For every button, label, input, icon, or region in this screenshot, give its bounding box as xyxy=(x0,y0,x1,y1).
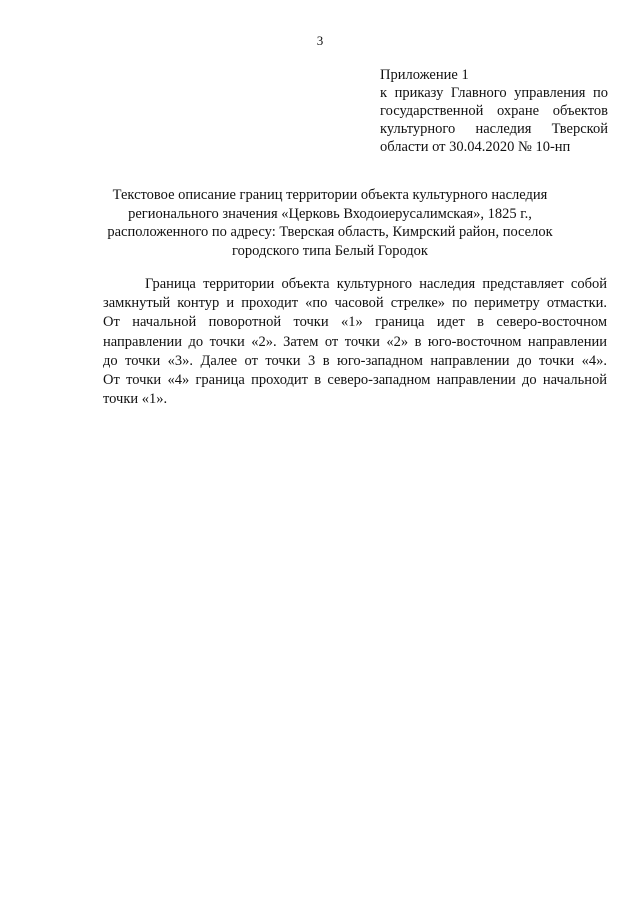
appendix-line: культурного наследия Тверской xyxy=(380,121,608,137)
appendix-line: к приказу Главного управления по xyxy=(380,85,608,101)
body-line: замкнутый контур и проходит «по часовой стрелке» по периметру отмастки. xyxy=(103,295,607,312)
body-line: От точки «4» граница проходит в северо-западном направлении до начальной xyxy=(103,372,607,389)
body-line: точки «1». xyxy=(103,391,168,408)
title-line: Текстовое описание границ территории объекта культурного наследия xyxy=(112,187,548,203)
body-line: От начальной поворотной точки «1» граница идет в северо-восточном xyxy=(103,314,607,331)
appendix-line: Приложение 1 xyxy=(380,67,469,83)
title-line: расположенного по адресу: Тверская область, Кимрский район, поселок xyxy=(107,224,553,240)
page-number: 3 xyxy=(316,33,324,48)
appendix-line: государственной охране объектов xyxy=(380,103,608,119)
body-line: направлении до точки «2». Затем от точки «2» в юго-восточном направлении xyxy=(103,333,607,350)
appendix-block xyxy=(380,66,608,156)
title-line: городского типа Белый Городок xyxy=(232,242,428,259)
body-paragraph xyxy=(103,275,607,409)
title-line: регионального значения «Церковь Входоиерусалимская», 1825 г., xyxy=(128,205,532,222)
body-line: Граница территории объекта культурного наследия представляет собой xyxy=(145,276,607,292)
document-title xyxy=(100,186,560,260)
appendix-line: области от 30.04.2020 № 10-нп xyxy=(380,139,571,155)
body-line: до точки «3». Далее от точки 3 в юго-западном направлении до точки «4». xyxy=(103,352,607,369)
